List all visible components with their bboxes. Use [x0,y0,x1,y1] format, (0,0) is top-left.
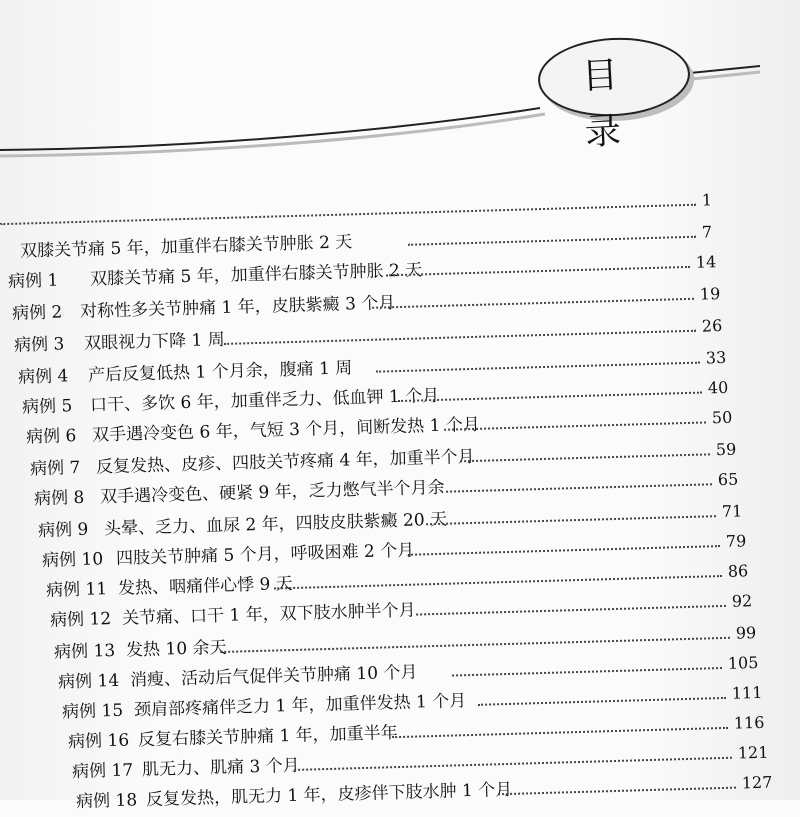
toc-leader-dots [416,605,726,616]
toc-leader-dots [372,298,694,309]
toc-case-label: 病例 9 [37,519,89,542]
toc-entry-title: 产后反复低热 1 个月余，腹痛 1 周 [87,358,353,386]
toc-case-label: 病例 4 [17,366,69,388]
page-title: 目 录 [580,53,648,154]
toc-page-number: 116 [733,712,765,733]
toc-case-label: 病例 1 [7,270,59,292]
toc-page-number: 26 [701,316,723,336]
toc-leader-dots [376,362,700,373]
toc-entry-title: 双手遇冷变色 6 年，气短 3 个月，间断发热 1 个月 [91,414,481,446]
toc-leader-dots [460,453,710,462]
toc-case-label: 病例 3 [13,334,65,356]
toc-entry-title: 发热 10 余天 [125,637,227,661]
toc-case-label: 病例 5 [21,396,73,418]
toc-page-number: 71 [721,501,743,522]
toc-leader-dots [452,667,722,677]
toc-case-label: 病例 17 [71,760,134,783]
toc-page-number: 1 [701,190,713,210]
toc-entry-title: 双手遇冷变色、硬紧 9 年，乏力憋气半个月余 [99,477,445,508]
toc-page-number: 19 [699,284,721,304]
toc-page-number: 59 [715,439,737,460]
toc-page-number: 92 [731,591,753,611]
toc-case-label: 病例 12 [49,609,112,631]
toc-case-label: 病例 7 [29,457,81,480]
toc-leader-dots [220,637,730,653]
toc-page-number: 86 [727,561,749,581]
toc-page-number: 7 [701,222,713,242]
toc-case-label: 病例 14 [57,670,120,693]
toc-leader-dots [224,330,696,345]
toc-leader-dots [392,727,728,738]
toc-case-label: 病例 2 [11,302,63,324]
toc-page-number: 33 [705,347,727,368]
toc-leader-dots [408,236,696,246]
toc-page-number: 40 [707,377,729,398]
toc-page-number: 99 [735,623,757,643]
toc-entry-title: 反复右膝关节肿痛 1 年，加重半年 [137,723,398,751]
toc-page-number: 79 [725,531,747,551]
toc-entry-title: 肌无力、肌痛 3 个月 [141,755,300,781]
toc-entry-title: 关节痛、口干 1 年，双下肢水肿半个月 [121,600,416,629]
toc-case-label: 病例 6 [25,426,77,448]
toc-leader-dots [294,757,732,771]
toc-entry-title: 口干、多饮 6 年，加重伴乏力、低血钾 1 个月 [89,385,440,416]
toc-entry-title: 发热、咽痛伴心悸 9 天 [117,574,293,599]
toc-entry-title: 对称性多关节肿痛 1 年，皮肤紫癜 3 个月 [79,293,396,322]
toc-leader-dots [498,787,736,796]
toc-leader-dots [446,483,712,492]
toc-leader-dots [274,575,722,590]
toc-leader-dots [386,266,690,276]
toc-entry-title: 双膝关节痛 5 年，加重伴右膝关节肿胀 2 天 [89,260,423,290]
toc-entry-title: 颈肩部疼痛伴乏力 1 年，加重伴发热 1 个月 [133,691,467,721]
toc-leader-dots [398,392,702,402]
toc-page-number: 65 [717,469,739,490]
toc-page-number: 111 [731,682,763,703]
toc-entry-title: 消瘦、活动后气促伴关节肿痛 10 个月 [129,662,418,691]
toc-page-number: 50 [711,407,733,428]
toc-case-label: 病例 13 [53,640,116,663]
toc-entry-title: 四肢关节肿痛 5 个月，呼吸困难 2 个月 [115,540,415,569]
toc-entry-title: 双眼视力下降 1 周 [83,329,225,354]
toc-entry-title: 双膝关节痛 5 年，加重伴右膝关节肿胀 2 天 [19,232,353,262]
toc-case-label: 病例 10 [41,549,104,571]
toc-page-number: 127 [741,772,773,793]
toc-leader-dots [478,697,726,706]
toc-case-label: 病例 8 [33,487,85,510]
toc-page-number: 121 [737,742,769,763]
toc-case-label: 病例 16 [67,730,130,753]
toc-page-number: 14 [695,252,717,272]
toc-page-number: 105 [727,652,759,673]
toc-leader-dots [408,545,720,556]
toc-case-label: 病例 15 [61,700,124,723]
toc-entry-title: 头晕、乏力、血尿 2 年，四肢皮肤紫癜 20 天 [103,509,448,540]
toc-case-label: 病例 11 [45,579,108,601]
toc-entry-title: 反复发热，肌无力 1 年，皮疹伴下肢水肿 1 个月 [145,779,513,811]
toc-leader-dots [444,421,706,430]
toc-case-label: 病例 18 [75,790,138,813]
toc-entry-title: 反复发热、皮疹、四肢关节疼痛 4 年，加重半个月 [95,446,475,478]
toc-leader-dots [426,515,716,525]
